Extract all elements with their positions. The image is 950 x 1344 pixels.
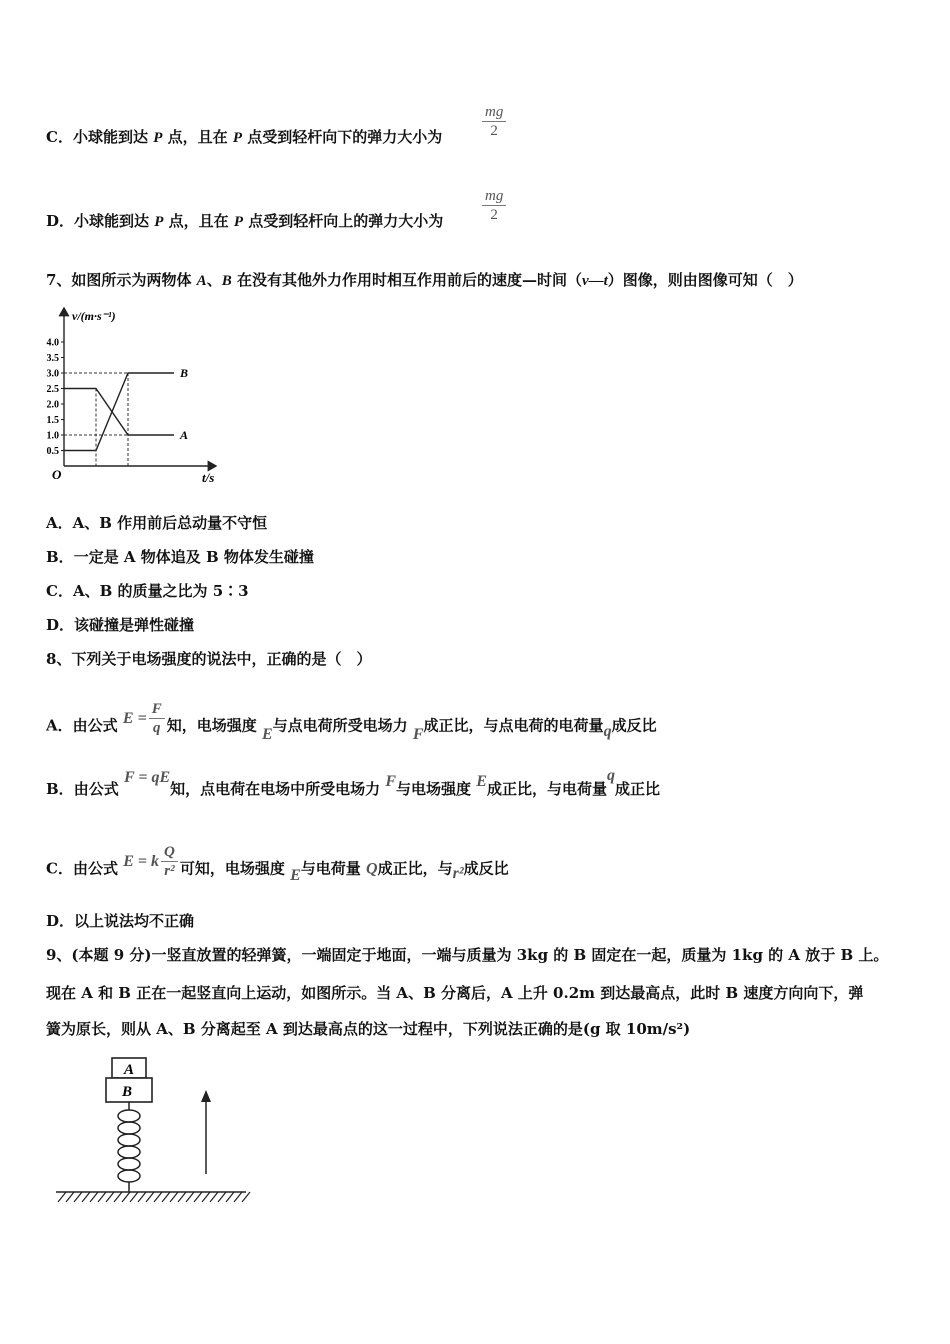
vt-chart — [44, 300, 234, 490]
hatch-stroke — [218, 1192, 226, 1202]
y-tick-label: 3.0 — [46, 368, 59, 380]
series-a-label: A — [180, 428, 189, 442]
series-b-line — [64, 373, 174, 451]
hatch-stroke — [74, 1192, 82, 1202]
spring — [118, 1102, 140, 1192]
hatch-stroke — [90, 1192, 98, 1202]
q8-option-a: A．由公式 E = $\frac{F}{q}$ 知，电场强度 E与点电荷所受电场力 F成正比，与点电荷的电荷量q成反比 — [46, 701, 657, 743]
hatch-stroke — [210, 1192, 218, 1202]
q7-option-d: D．该碰撞是弹性碰撞 — [46, 616, 195, 634]
hatch-stroke — [178, 1192, 186, 1202]
q8-option-d: D．以上说法均不正确 — [46, 912, 195, 930]
q9-stem-line3: 簧为原长，则从 A、B 分离起至 A 到达最高点的这一过程中，下列说法正确的是(g 取 10m/s²) — [46, 1020, 691, 1038]
q8-option-c: C．由公式 E = k $\frac{Q}{\text{r²}}$ 可知，电场强度 E与电荷量 Q成正比，与r²成反比 — [46, 844, 509, 884]
hatch-stroke — [170, 1192, 178, 1202]
y-tick-label: 0.5 — [46, 446, 59, 457]
hatch-stroke — [154, 1192, 162, 1202]
block-a-label: A — [124, 1062, 135, 1078]
hatch-stroke — [138, 1192, 146, 1202]
y-tick-label: 4.0 — [46, 337, 59, 349]
hatch-stroke — [186, 1192, 194, 1202]
y-tick-label: 2.5 — [46, 384, 59, 395]
ground-hatching — [58, 1192, 250, 1202]
q6-option-d: D．小球能到达 P 点，且在 P 点受到轻杆向上的弹力大小为 — [46, 212, 444, 230]
q7-stem: 7、如图所示为两物体 A、B 在没有其他外力作用时相互作用前后的速度—时间（v—t）图像，则由图像可知（ ） — [46, 271, 803, 289]
origin-label: O — [52, 467, 62, 482]
q8-option-b: B．由公式 F = qE知，点电荷在电场中所受电场力 F与电场强度 E成正比，与电荷量q成正比 — [46, 767, 660, 798]
hatch-stroke — [82, 1192, 90, 1202]
hatch-stroke — [226, 1192, 234, 1202]
velocity-arrowhead — [201, 1090, 211, 1102]
q7-option-b: B．一定是 A 物体追及 B 物体发生碰撞 — [46, 548, 314, 566]
spring-figure — [46, 1052, 256, 1212]
hatch-stroke — [242, 1192, 250, 1202]
y-tick-label: 2.0 — [46, 399, 59, 411]
hatch-stroke — [98, 1192, 106, 1202]
block-b-label: B — [122, 1084, 133, 1100]
q6-c-fraction: $\frac{mg}{2}$ — [482, 103, 506, 140]
hatch-stroke — [66, 1192, 74, 1202]
hatch-stroke — [130, 1192, 138, 1202]
y-tick-label: 1.0 — [46, 430, 59, 442]
hatch-stroke — [58, 1192, 66, 1202]
series-b-label: B — [180, 366, 189, 380]
q7-option-c: C．A、B 的质量之比为 5∶3 — [46, 582, 249, 600]
hatch-stroke — [122, 1192, 130, 1202]
hatch-stroke — [234, 1192, 242, 1202]
hatch-stroke — [146, 1192, 154, 1202]
q6-option-c: C．小球能到达 P 点，且在 P 点受到轻杆向下的弹力大小为 — [46, 128, 443, 146]
q9-stem-line2: 现在 A 和 B 正在一起竖直向上运动，如图所示。当 A、B 分离后，A 上升 0.2m 到达最高点，此时 B 速度方向向下，弹 — [46, 984, 864, 1002]
q9-stem-line1: 9、(本题 9 分)一竖直放置的轻弹簧，一端固定于地面，一端与质量为 3kg 的 B 固定在一起，质量为 1kg 的 A 放于 B 上。 — [46, 946, 889, 964]
hatch-stroke — [202, 1192, 210, 1202]
hatch-stroke — [162, 1192, 170, 1202]
q8-stem: 8、下列关于电场强度的说法中，正确的是（ ） — [46, 650, 372, 668]
y-tick-label: 1.5 — [46, 415, 59, 426]
x-axis-label: t/s — [202, 470, 215, 485]
hatch-stroke — [114, 1192, 122, 1202]
hatch-stroke — [106, 1192, 114, 1202]
q7-option-a: A．A、B 作用前后总动量不守恒 — [46, 514, 268, 532]
y-tick-label: 3.5 — [46, 353, 59, 364]
q6-d-fraction: $\frac{mg}{2}$ — [482, 187, 506, 224]
y-axis-label: v/(m·s⁻¹) — [72, 309, 116, 323]
hatch-stroke — [194, 1192, 202, 1202]
